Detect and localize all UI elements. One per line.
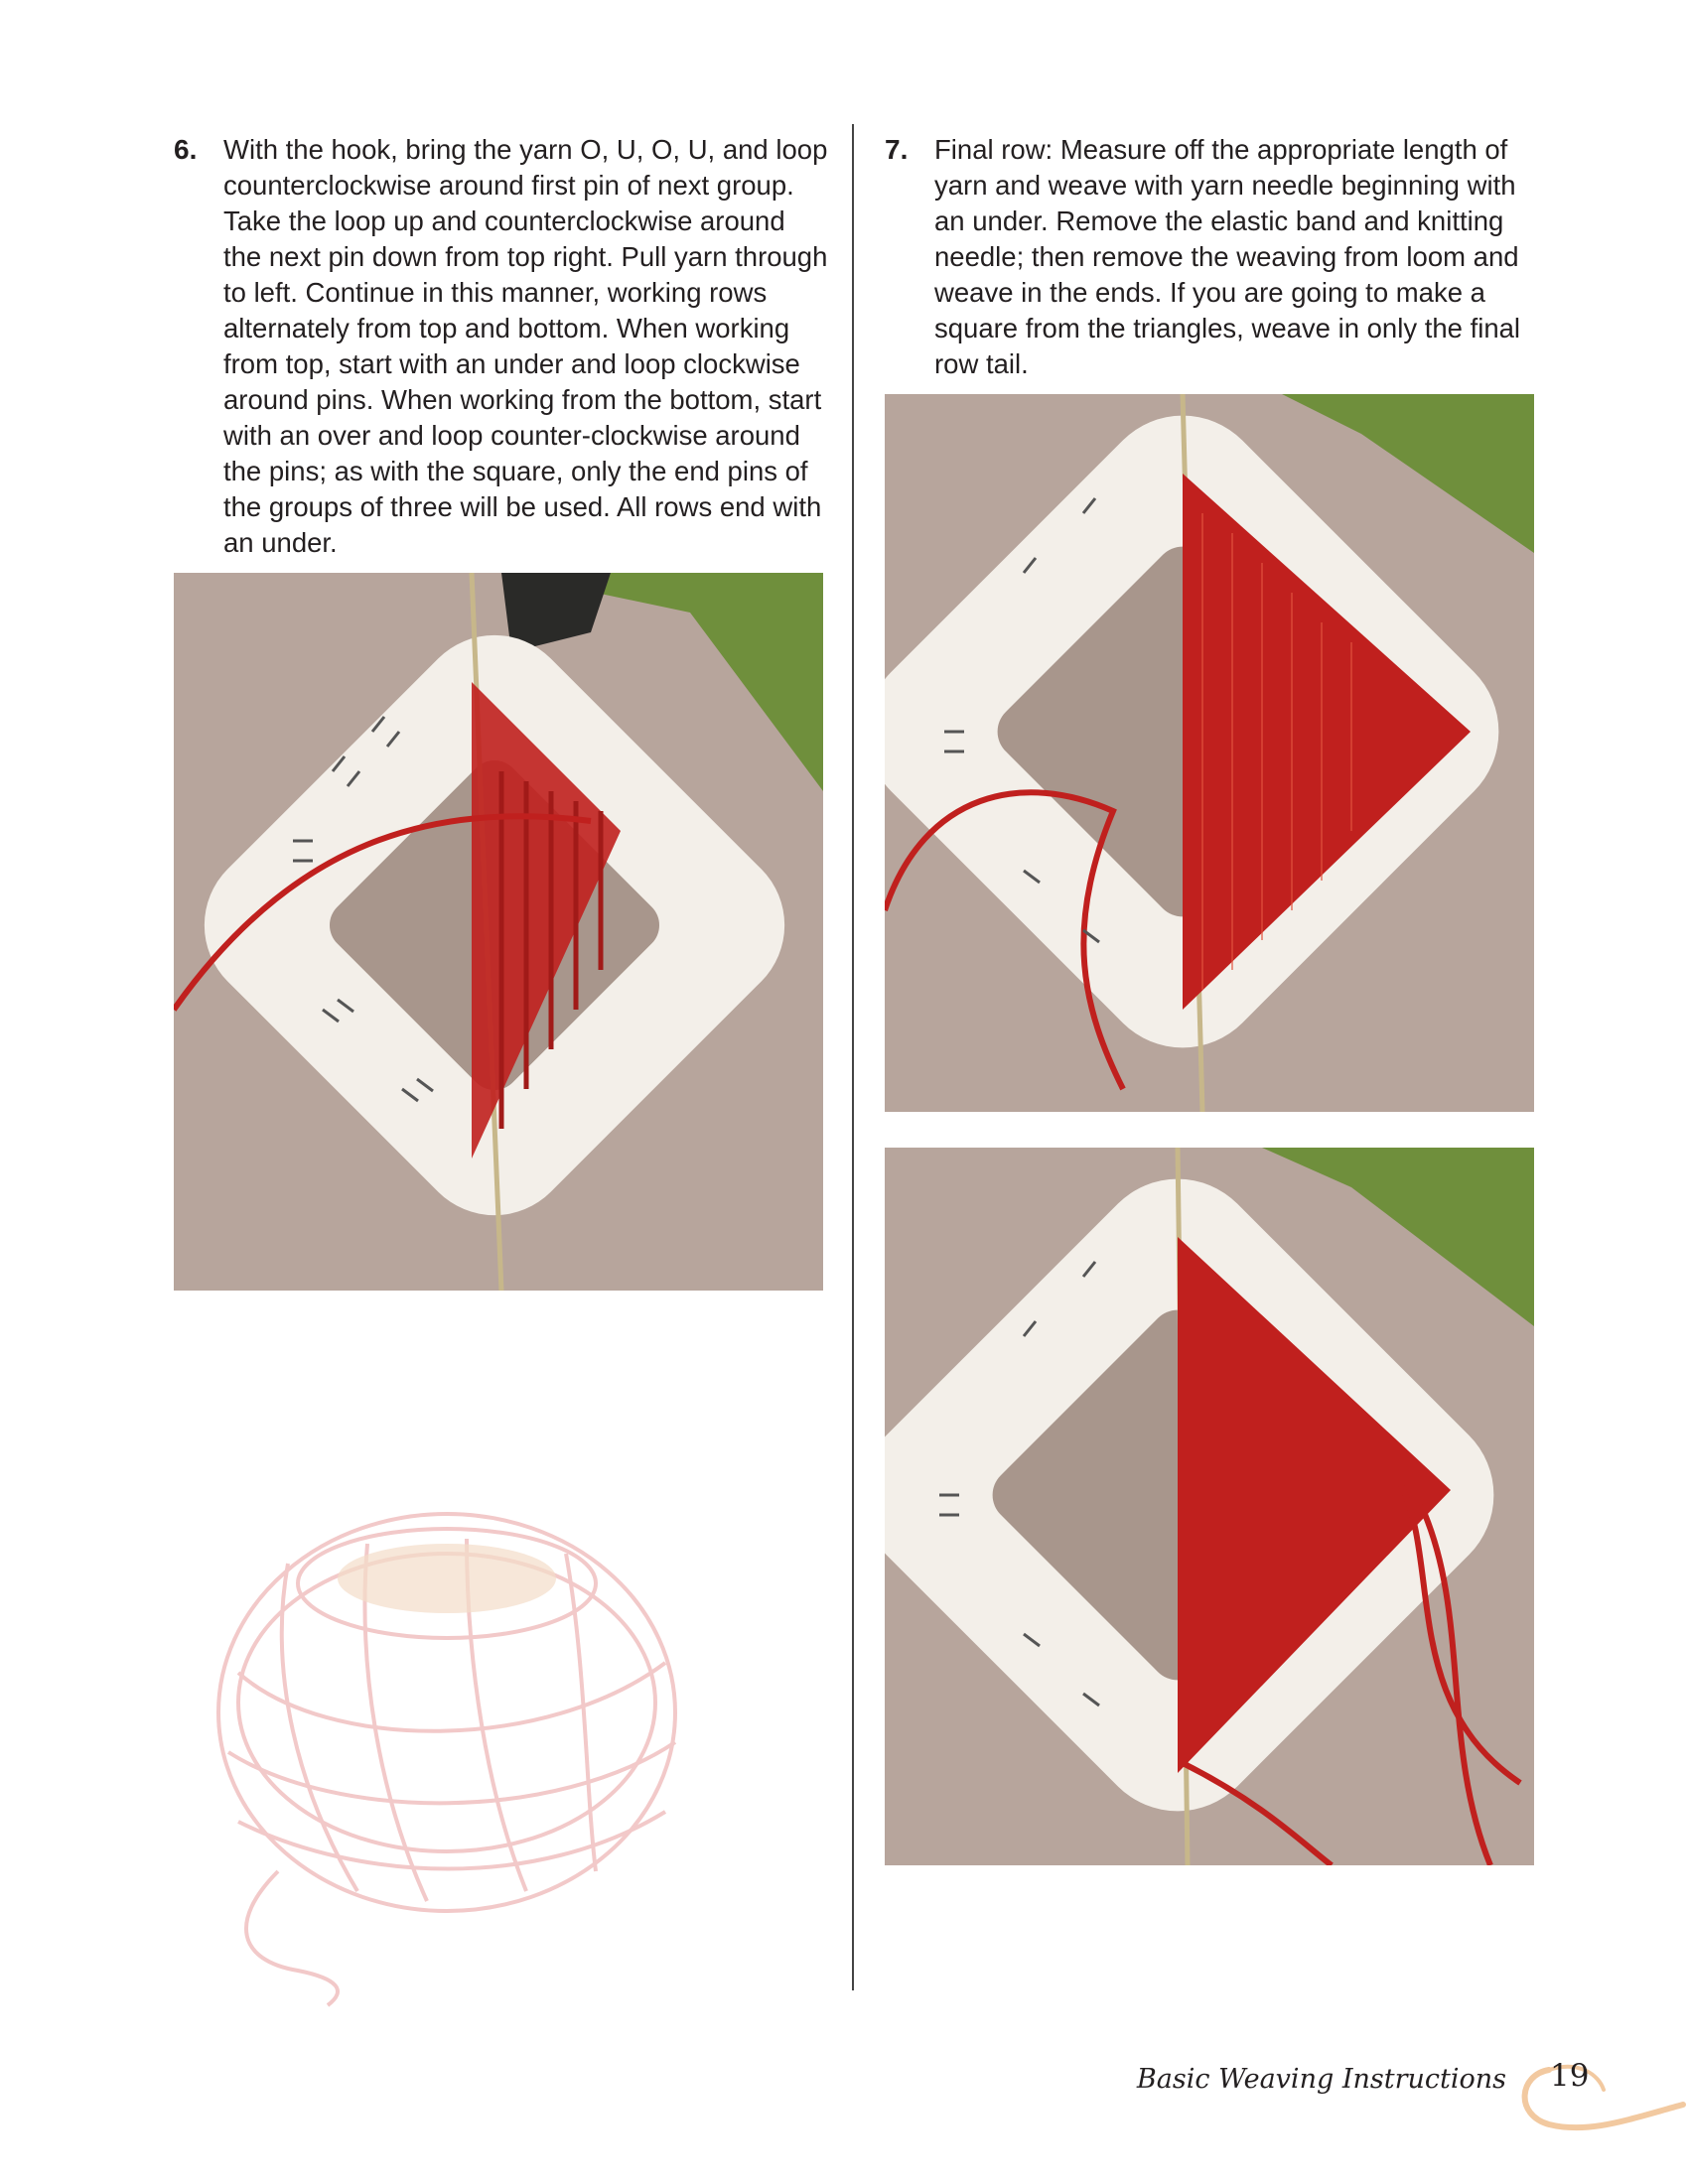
step-text: With the hook, bring the yarn O, U, O, U, and loop counterclockwise around first pin of next group. Take the loop up and counterclockwise around the next pin down from top right. Pull yarn through to left. Continue in this manner, working rows alternately from top and bottom. When working from top, start with an under and loop clockwise around pins. When working from the bottom, start with an over and loop counter-clockwise around the pins; as with the square, only the end pins of the groups of three will be used. All rows end with an under. xyxy=(223,134,828,558)
section-title: Basic Weaving Instructions xyxy=(1136,2064,1506,2095)
step-number: 6. xyxy=(174,134,198,165)
step-number: 7. xyxy=(885,134,909,165)
step-text: Final row: Measure off the appropriate length of yarn and weave with yarn needle beginning with an under. Remove the elastic band and knitting needle; then remove the weaving from loom and weave in the ends. If you are going to make a square from the triangles, weave in only the final row tail. xyxy=(934,134,1521,379)
step-7-photo-2 xyxy=(885,1148,1534,1865)
column-divider xyxy=(852,124,854,1990)
page-number: 19 xyxy=(1550,2058,1590,2094)
step-7 xyxy=(885,132,1540,382)
step-6 xyxy=(174,132,829,561)
yarn-ball-illustration xyxy=(209,1494,695,2010)
step-7-photo-1 xyxy=(885,394,1534,1112)
step-6-photo xyxy=(174,573,823,1291)
page-number-swirl xyxy=(1509,2030,1688,2139)
